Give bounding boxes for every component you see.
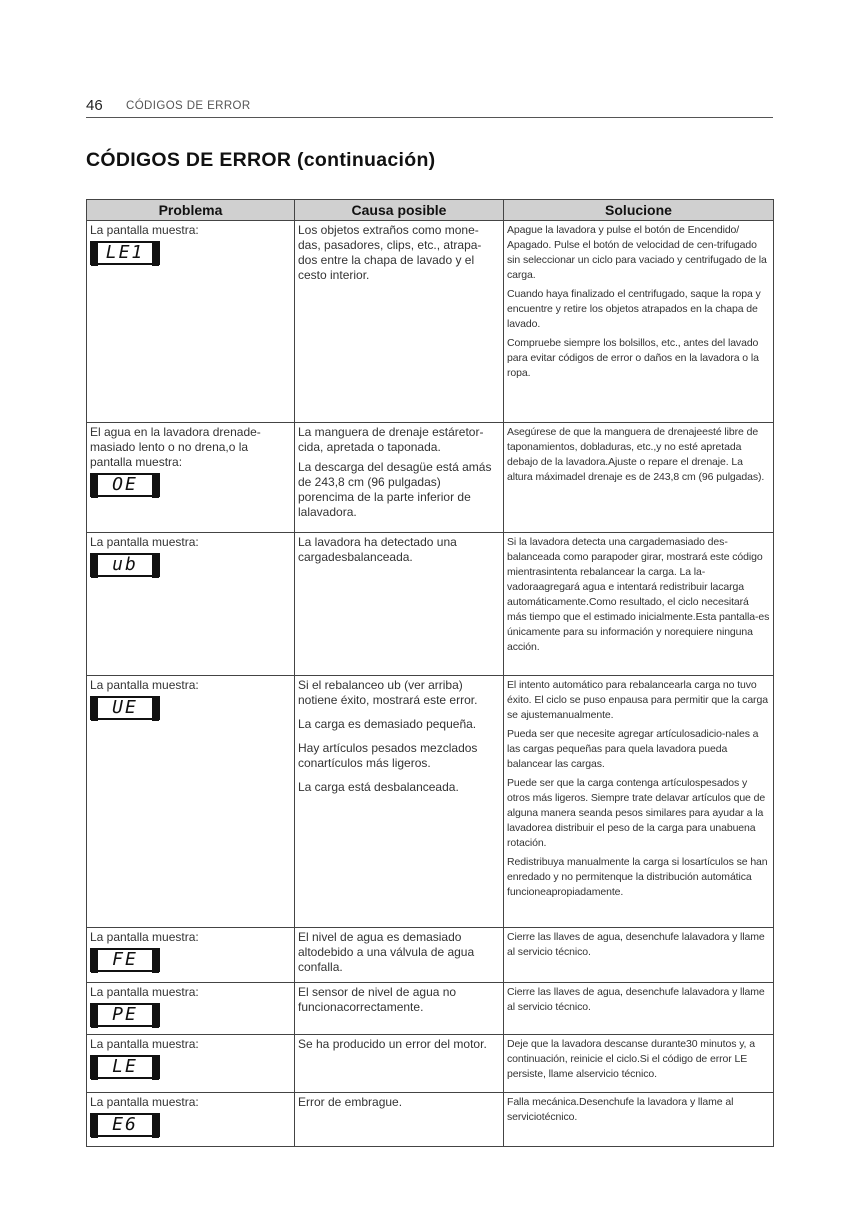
display-code-icon (90, 1055, 160, 1079)
cause-cell (295, 1093, 504, 1147)
page-header (86, 97, 773, 118)
cause-text: Hay artículos pesados mezclados conartículos más ligeros. (298, 741, 478, 770)
solution-cell (504, 221, 774, 423)
problem-text: La pantalla muestra: (90, 1037, 199, 1051)
problem-cell (87, 1093, 295, 1147)
display-code-icon (90, 553, 160, 577)
table-row (87, 983, 774, 1035)
problem-text: La pantalla muestra: (90, 930, 199, 944)
solution-text: Apague la lavadora y pulse el botón de Encendido/ Apagado. Pulse el botón de velocidad de cen-trifugado sin seleccionar un ciclo para vaciado y centrifugado de la carga. (507, 224, 767, 281)
display-bracket-right (152, 1004, 159, 1028)
cause-cell (295, 423, 504, 533)
cause-text: Error de embrague. (298, 1095, 403, 1109)
solution-cell (504, 1035, 774, 1093)
display-code-icon (90, 1113, 160, 1137)
problem-cell (87, 423, 295, 533)
problem-cell (87, 676, 295, 928)
table-row (87, 423, 774, 533)
running-header: CÓDIGOS DE ERROR (126, 100, 251, 112)
error-code: FE (112, 949, 138, 970)
solution-text: Pueda ser que necesite agregar artículosadicio-nales a las cargas pequeñas para quela lavadora pueda balancear las cargas. (507, 728, 759, 770)
solution-cell (504, 676, 774, 928)
cause-text: La lavadora ha detectado una cargadesbalanceada. (298, 535, 457, 564)
error-code: ub (112, 554, 138, 575)
display-bracket-right (152, 242, 159, 266)
solution-text: Redistribuya manualmente la carga si losartículos se han enredado y no permitenque la distribución automática funcioneapropiadamente. (507, 856, 768, 898)
cause-text: Los objetos extraños como mone-das, pasadores, clips, etc., atrapa-dos entre la chapa de lavado y el cesto interior. (298, 223, 482, 282)
error-code: OE (112, 474, 138, 495)
display-bracket-left (91, 1056, 98, 1080)
solution-cell (504, 928, 774, 983)
solution-text: Deje que la lavadora descanse durante30 minutos y, a continuación, reinicie el ciclo.Si el código de error LE persiste, llame alservicio técnico. (507, 1038, 755, 1080)
solution-cell (504, 533, 774, 676)
display-bracket-right (152, 554, 159, 578)
solution-text: Asegúrese de que la manguera de drenajeesté libre de taponamientos, dobladuras, etc.,y no esté apretada debajo de la lavadora.Ajuste o repare el drenaje. La altura máximadel drenaje es de 243,8 cm (96 pulgadas). (507, 426, 765, 483)
display-bracket-left (91, 474, 98, 498)
problem-cell (87, 221, 295, 423)
problem-cell (87, 928, 295, 983)
display-bracket-left (91, 697, 98, 721)
display-code-icon (90, 473, 160, 497)
solution-text: Puede ser que la carga contenga artículospesados y otros más ligeros. Siempre trate delavar artículos que de alguna manera seanda pesos similares para ayudar a la lavadorea distribuir el peso de la carga para unabuena rotación. (507, 777, 766, 849)
cause-text: El sensor de nivel de agua no funcionacorrectamente. (298, 985, 457, 1014)
display-bracket-left (91, 949, 98, 973)
display-code-icon (90, 241, 160, 265)
solution-cell (504, 983, 774, 1035)
error-code: LE1 (105, 242, 145, 263)
table-row (87, 533, 774, 676)
cause-text: Se ha producido un error del motor. (298, 1037, 487, 1051)
cause-text: La carga está desbalanceada. (298, 780, 459, 794)
page-number: 46 (86, 97, 103, 114)
display-bracket-right (152, 1114, 159, 1138)
error-code: E6 (112, 1114, 138, 1135)
display-code-icon (90, 1003, 160, 1027)
problem-text: La pantalla muestra: (90, 223, 199, 237)
cause-cell (295, 221, 504, 423)
display-bracket-left (91, 1114, 98, 1138)
cause-cell (295, 983, 504, 1035)
display-bracket-right (152, 1056, 159, 1080)
error-code: PE (112, 1004, 138, 1025)
problem-text: El agua en la lavadora drenade-masiado lento o no drena,o la pantalla muestra: (90, 425, 261, 469)
problem-text: La pantalla muestra: (90, 985, 199, 999)
cause-text: La manguera de drenaje estáretor-cida, apretada o taponada. (298, 425, 484, 454)
display-bracket-right (152, 697, 159, 721)
page-title: CÓDIGOS DE ERROR (continuación) (86, 149, 436, 171)
solution-text: El intento automático para rebalancearla carga no tuvo éxito. El ciclo se puso enpausa para permitir que la carga se ajustemanualmente. (507, 679, 768, 721)
table-row (87, 1035, 774, 1093)
table-body (87, 221, 774, 1147)
problem-text: La pantalla muestra: (90, 535, 199, 549)
display-bracket-left (91, 1004, 98, 1028)
error-codes-table (86, 199, 774, 1147)
solution-cell (504, 1093, 774, 1147)
display-bracket-right (152, 474, 159, 498)
solution-text: Falla mecánica.Desenchufe la lavadora y llame al serviciotécnico. (507, 1096, 734, 1123)
cause-cell (295, 928, 504, 983)
display-bracket-right (152, 949, 159, 973)
solution-text: Compruebe siempre los bolsillos, etc., antes del lavado para evitar códigos de error o daños en la lavadora o la ropa. (507, 337, 759, 379)
solution-text: Cierre las llaves de agua, desenchufe lalavadora y llame al servicio técnico. (507, 931, 765, 958)
column-header-problem: Problema (87, 200, 295, 221)
problem-cell (87, 983, 295, 1035)
cause-cell (295, 676, 504, 928)
cause-text: La carga es demasiado pequeña. (298, 717, 477, 731)
error-code: UE (112, 697, 138, 718)
cause-text: El nivel de agua es demasiado altodebido a una válvula de agua confalla. (298, 930, 475, 974)
solution-text: Cierre las llaves de agua, desenchufe lalavadora y llame al servicio técnico. (507, 986, 765, 1013)
table-header-row (87, 200, 774, 221)
problem-cell (87, 533, 295, 676)
display-code-icon (90, 696, 160, 720)
column-header-cause: Causa posible (295, 200, 504, 221)
table-row (87, 928, 774, 983)
solution-text: Cuando haya finalizado el centrifugado, saque la ropa y encuentre y retire los objetos atrapados en la chapa de lavado. (507, 288, 761, 330)
problem-cell (87, 1035, 295, 1093)
table-row (87, 676, 774, 928)
error-code: LE (112, 1056, 138, 1077)
display-bracket-left (91, 242, 98, 266)
display-bracket-left (91, 554, 98, 578)
display-code-icon (90, 948, 160, 972)
column-header-solution: Solucione (504, 200, 774, 221)
table-row (87, 1093, 774, 1147)
problem-text: La pantalla muestra: (90, 678, 199, 692)
cause-text: Si el rebalanceo ub (ver arriba) notiene éxito, mostrará este error. (298, 678, 478, 707)
problem-text: La pantalla muestra: (90, 1095, 199, 1109)
solution-text: Si la lavadora detecta una cargademasiado des-balanceada como parapoder girar, mostrará este código mientrasintenta rebalancear la carga. La la-vadoraagregará agua e intentará redistribuir lacarga automáticamente.Como resultado, el ciclo necesitará más tiempo que el estimado inicialmente.Esta pantalla-es únicamente para su información y norequiere ninguna acción. (507, 536, 770, 653)
cause-text: La descarga del desagüe está amás de 243,8 cm (96 pulgadas) porencima de la parte inferior de lalavadora. (298, 460, 492, 519)
table-row (87, 221, 774, 423)
cause-cell (295, 533, 504, 676)
cause-cell (295, 1035, 504, 1093)
solution-cell (504, 423, 774, 533)
